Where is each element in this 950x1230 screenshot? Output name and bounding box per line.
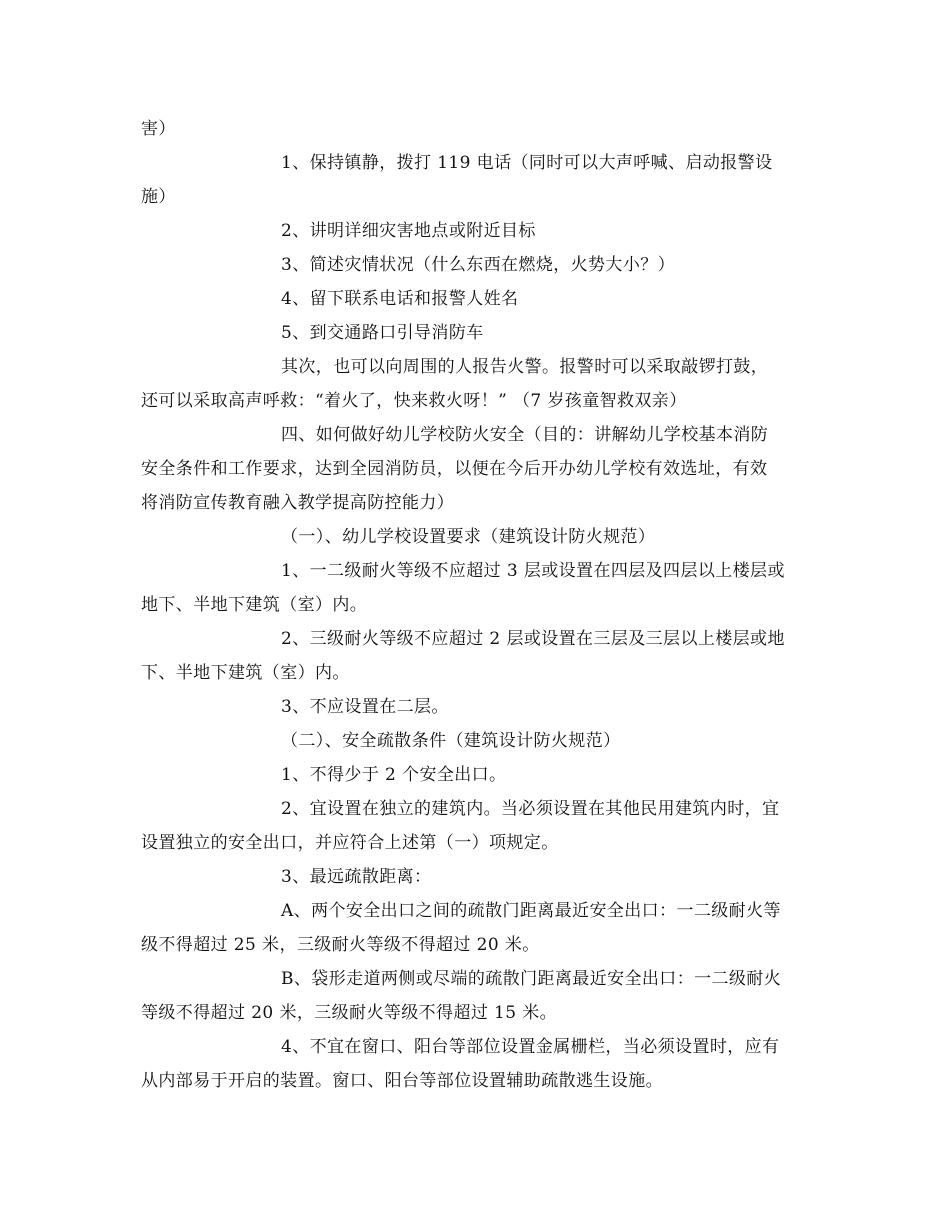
text-line: 将消防宣传教育融入教学提高防控能力）: [141, 493, 455, 513]
text-line: 地下、半地下建筑（室）内。: [141, 595, 368, 615]
text-line: B、袋形走道两侧或尽端的疏散门距离最近安全出口：一二级耐火: [281, 969, 782, 989]
text-line: 1、不得少于 2 个安全出口。: [281, 765, 507, 785]
text-line: 1、保持镇静，拨打 119 电话（同时可以大声呼喊、启动报警设: [281, 153, 773, 173]
text-line: 设置独立的安全出口，并应符合上述第（一）项规定。: [141, 833, 559, 853]
text-line: 2、讲明详细灾害地点或附近目标: [281, 221, 536, 241]
document-page: [141, 112, 811, 1098]
text-line: 3、最远疏散距离：: [281, 867, 432, 887]
text-line: A、两个安全出口之间的疏散门距离最近安全出口：一二级耐火等: [281, 901, 781, 921]
text-line: 施）: [141, 187, 176, 207]
text-line: 4、留下联系电话和报警人姓名: [281, 289, 519, 309]
text-line: （二）、安全疏散条件（建筑设计防火规范）: [281, 731, 621, 751]
text-line: 从内部易于开启的装置。窗口、阳台等部位设置辅助疏散逃生设施。: [141, 1071, 663, 1091]
text-line: 下、半地下建筑（室）内。: [141, 663, 350, 683]
text-line: 1、一二级耐火等级不应超过 3 层或设置在四层及四层以上楼层或: [281, 561, 785, 581]
text-line: 3、简述灾情状况（什么东西在燃烧，火势大小？）: [281, 255, 676, 275]
text-line: 还可以采取高声呼救：“着火了，快来救火呀！” （7 岁孩童智救双亲）: [141, 391, 687, 411]
text-line: 等级不得超过 20 米，三级耐火等级不得超过 15 米。: [141, 1003, 558, 1023]
text-line: 2、三级耐火等级不应超过 2 层或设置在三层及三层以上楼层或地: [281, 629, 785, 649]
text-line: 四、如何做好幼儿学校防火安全（目的：讲解幼儿学校基本消防: [281, 425, 769, 445]
text-line: 害）: [141, 119, 176, 139]
text-line: （一）、幼儿学校设置要求（建筑设计防火规范）: [281, 527, 656, 547]
text-line: 级不得超过 25 米，三级耐火等级不得超过 20 米。: [141, 935, 540, 955]
text-line: 4、不宜在窗口、阳台等部位设置金属栅栏，当必须设置时，应有: [281, 1037, 780, 1057]
text-line: 其次，也可以向周围的人报告火警。报警时可以采取敲锣打鼓，: [281, 357, 769, 377]
text-line: 3、不应设置在二层。: [281, 697, 449, 717]
text-line: 5、到交通路口引导消防车: [281, 323, 484, 343]
text-line: 安全条件和工作要求，达到全园消防员，以便在今后开办幼儿学校有效选址，有效: [141, 459, 768, 479]
text-line: 2、宜设置在独立的建筑内。当必须设置在其他民用建筑内时，宜: [281, 799, 780, 819]
